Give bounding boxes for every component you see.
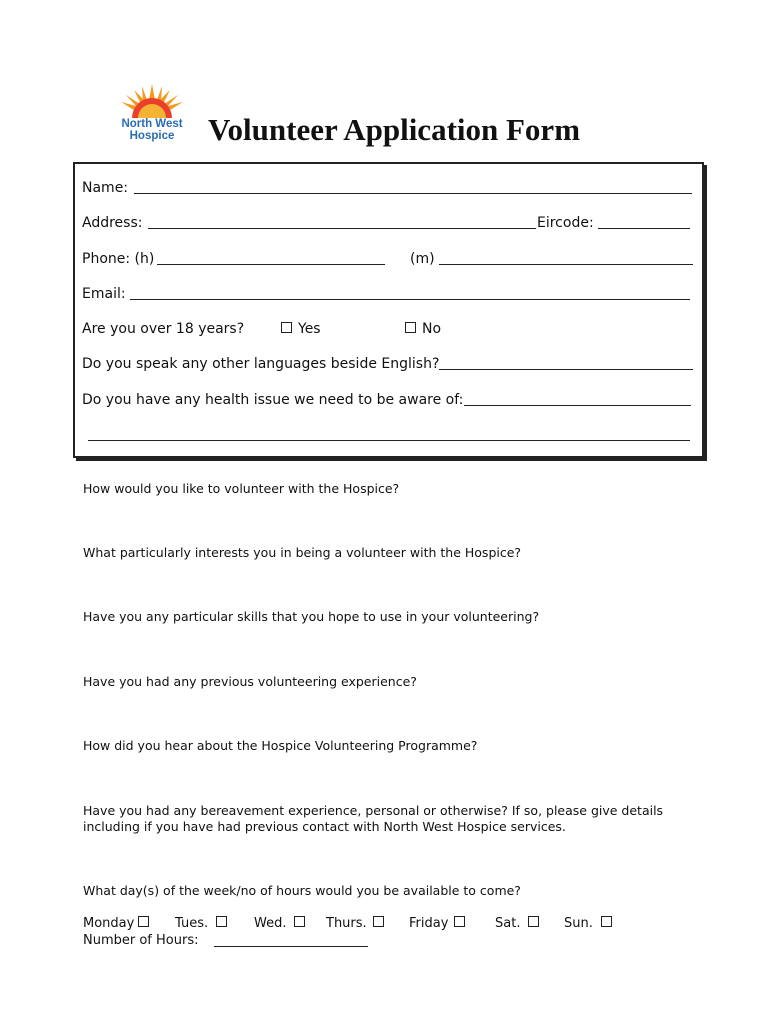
day-friday[interactable]: [409, 916, 465, 932]
day-tuesday[interactable]: [175, 916, 227, 932]
day-label: Sun.: [564, 916, 593, 931]
phone-mobile-field[interactable]: [439, 264, 693, 265]
age-yes-option[interactable]: [281, 320, 321, 338]
age-question: Are you over 18 years?: [82, 321, 245, 337]
health-field[interactable]: [464, 405, 691, 406]
day-sunday[interactable]: [564, 916, 612, 932]
phone-mobile-label: (m): [410, 251, 435, 267]
eircode-label: Eircode:: [537, 215, 594, 231]
eircode-field[interactable]: [598, 228, 690, 229]
question-bereavement-line2: including if you have had previous contact with North West Hospice services.: [83, 819, 566, 834]
day-label: Wed.: [254, 916, 287, 931]
email-label: Email:: [82, 286, 126, 302]
question-bereavement-line1: Have you had any bereavement experience, personal or otherwise? If so, please give details: [83, 803, 664, 818]
name-label: Name:: [82, 180, 129, 196]
hours-label: Number of Hours:: [83, 933, 199, 948]
address-label: Address:: [82, 215, 143, 231]
friday-checkbox[interactable]: [454, 916, 465, 927]
day-saturday[interactable]: [495, 916, 539, 932]
personal-details-box: [73, 162, 704, 458]
day-label: Monday: [83, 916, 135, 931]
logo-text-line1: North West: [121, 118, 183, 130]
day-label: Sat.: [495, 916, 521, 931]
no-label: No: [422, 321, 442, 337]
question-how-volunteer: How would you like to volunteer with the Hospice?: [83, 481, 400, 496]
health-question: Do you have any health issue we need to be aware of:: [82, 392, 464, 408]
languages-question: Do you speak any other languages beside English?: [82, 356, 440, 372]
day-label: Thurs.: [326, 916, 367, 931]
page-title: Volunteer Application Form: [208, 112, 581, 147]
question-interests: What particularly interests you in being a volunteer with the Hospice?: [83, 545, 522, 560]
address-field[interactable]: [148, 228, 536, 229]
phone-home-label: Phone: (h): [82, 251, 155, 267]
yes-label: Yes: [298, 321, 321, 337]
hours-field[interactable]: [214, 946, 368, 947]
wednesday-checkbox[interactable]: [294, 916, 305, 927]
phone-home-field[interactable]: [157, 264, 385, 265]
no-checkbox[interactable]: [405, 322, 416, 333]
name-field[interactable]: [134, 193, 692, 194]
logo-text-line2: Hospice: [129, 130, 175, 142]
question-skills: Have you any particular skills that you hope to use in your volunteering?: [83, 609, 540, 624]
day-label: Tues.: [175, 916, 209, 931]
sunday-checkbox[interactable]: [601, 916, 612, 927]
north-west-hospice-logo: [112, 82, 192, 144]
monday-checkbox[interactable]: [138, 916, 149, 927]
sun-icon: [112, 82, 192, 122]
tuesday-checkbox[interactable]: [216, 916, 227, 927]
email-field[interactable]: [130, 299, 690, 300]
question-how-heard: How did you hear about the Hospice Volunteering Programme?: [83, 738, 478, 753]
day-monday[interactable]: [83, 916, 149, 932]
day-label: Friday: [409, 916, 449, 931]
health-field-continued[interactable]: [88, 440, 690, 441]
day-wednesday[interactable]: [254, 916, 305, 932]
age-no-option[interactable]: [405, 320, 441, 338]
yes-checkbox[interactable]: [281, 322, 292, 333]
saturday-checkbox[interactable]: [528, 916, 539, 927]
question-previous-experience: Have you had any previous volunteering experience?: [83, 674, 417, 689]
languages-field[interactable]: [439, 369, 693, 370]
question-availability: What day(s) of the week/no of hours would you be available to come?: [83, 883, 521, 898]
day-thursday[interactable]: [326, 916, 384, 932]
thursday-checkbox[interactable]: [373, 916, 384, 927]
